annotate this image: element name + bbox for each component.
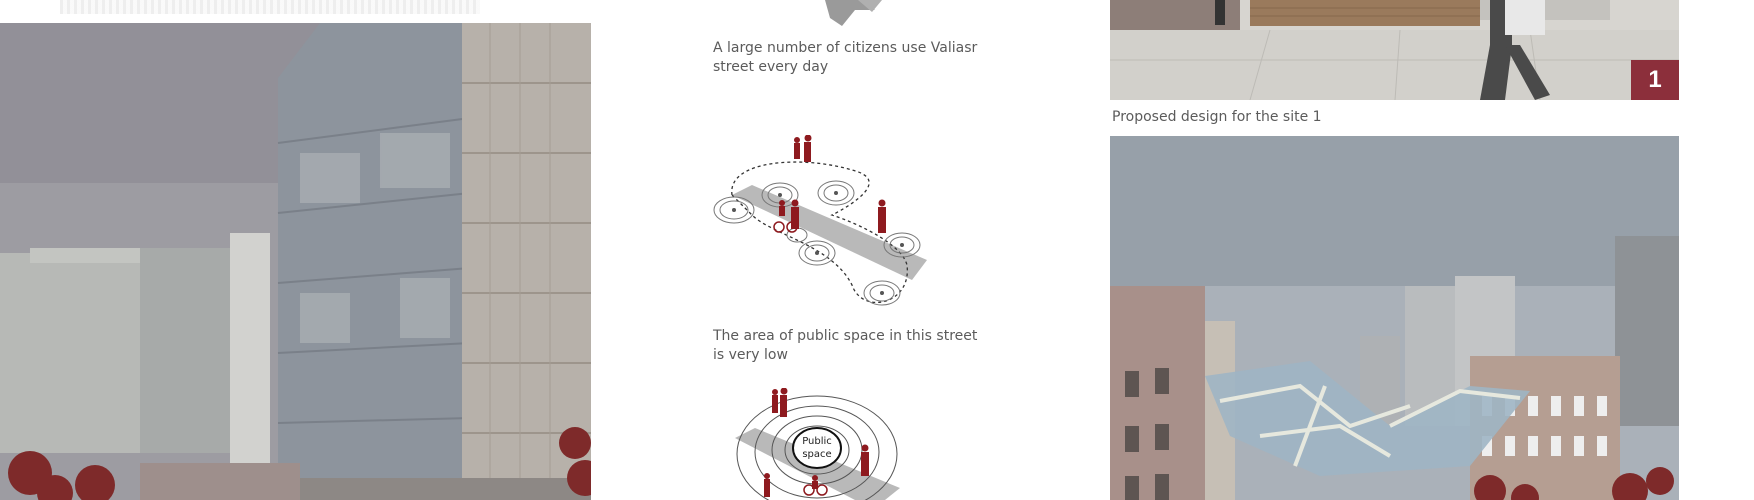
citizens-caption: A large number of citizens use Valiasr street every day	[713, 40, 978, 75]
top-sketch-strip	[60, 0, 480, 14]
street-circulation-diagram	[712, 135, 942, 315]
public-space-label-1: Public	[802, 436, 832, 447]
public-space-diagram	[725, 388, 925, 500]
direction-arrow-icon	[820, 0, 890, 28]
proposed-design-render	[1110, 136, 1679, 500]
building-render-illustration	[0, 23, 591, 500]
building-render-image	[0, 23, 591, 500]
street-scene-illustration	[1110, 0, 1679, 100]
site-number-badge: 1	[1631, 60, 1679, 100]
site-photo-top	[1110, 0, 1679, 100]
proposed-design-illustration	[1110, 136, 1679, 500]
proposed-design-caption: Proposed design for the site 1	[1112, 109, 1322, 125]
public-space-caption: The area of public space in this street is very low	[713, 328, 978, 363]
public-space-label-2: space	[802, 449, 832, 460]
